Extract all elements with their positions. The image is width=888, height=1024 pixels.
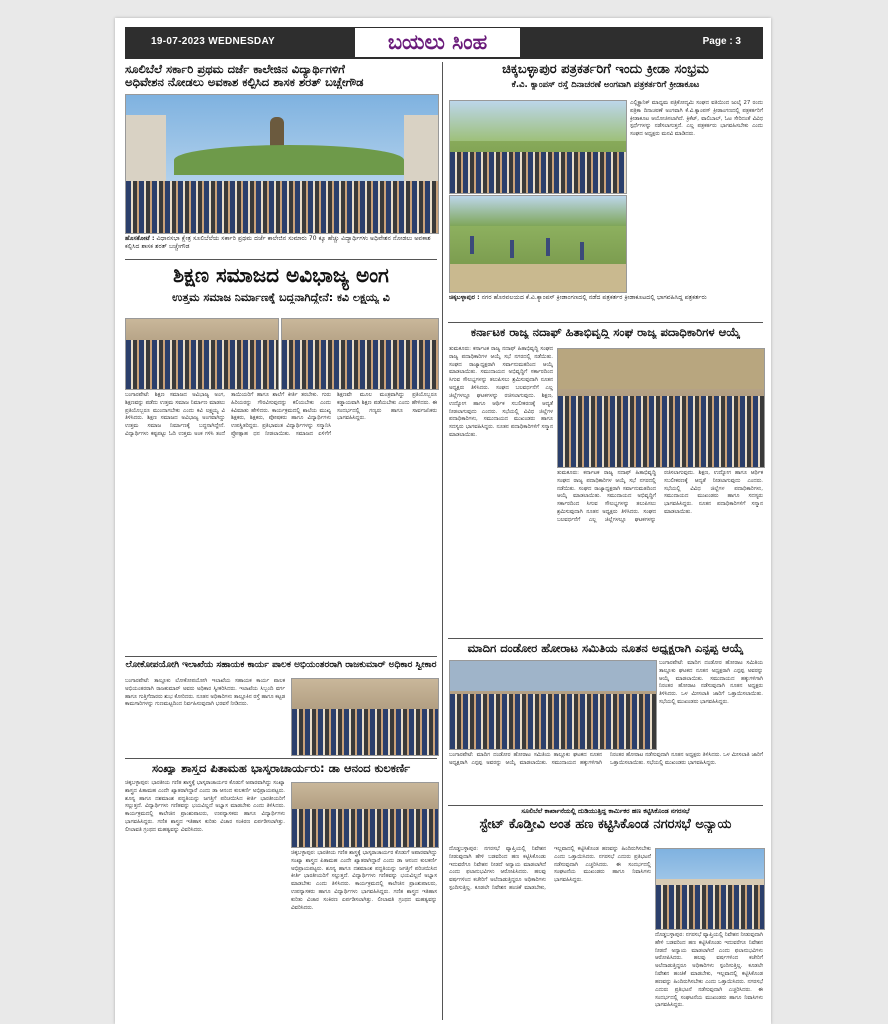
right-story2-body-cont: ತುಮಕೂರು: ಕರ್ನಾಟಕ ರಾಜ್ಯ ನದಾಫ್ ಹಿತಾಭಿವೃದ್ಧಿ ಸಂಘದ ರಾಜ್ಯ ಪದಾಧಿಕಾರಿಗಳ ಆಯ್ಕೆ ಸಭೆ ನಗರದಲ್ಲಿ ನಡೆಯಿತು. ಸಂಘದ ರಾಜ್ಯಾಧ್ಯಕ್ಷರಾಗಿ ಸರ್ವಾನುಮತದಿಂದ ಆಯ್ಕೆ ಮಾಡಲಾಯಿತು. ಸಮುದಾಯದ ಅಭಿವೃದ್ಧಿಗೆ ಸರ್ಕಾರದಿಂದ ಸಿಗುವ ಸೌಲಭ್ಯಗಳನ್ನು ತಲುಪಿಸಲು ಶ್ರಮಿಸುವುದಾಗಿ ನೂತನ ಅಧ್ಯಕ್ಷರು ತಿಳಿಸಿದರು. ಸಂಘದ ಬಲವರ್ಧನೆಗೆ ಎಲ್ಲ ಜಿಲ್ಲೆಗಳಲ್ಲೂ ಘಟಕಗಳನ್ನು ರಚಿಸಲಾಗುವುದು. ಶಿಕ್ಷಣ, ಉದ್ಯೋಗ ಹಾಗೂ ಆರ್ಥಿಕ ಸಬಲೀಕರಣಕ್ಕೆ ಆದ್ಯತೆ ನೀಡಲಾಗುವುದು ಎಂದರು. ಸಭೆಯಲ್ಲಿ ವಿವಿಧ ಜಿಲ್ಲೆಗಳ ಪದಾಧಿಕಾರಿಗಳು, ಸಮುದಾಯದ ಮುಖಂಡರು ಹಾಗೂ ಸದಸ್ಯರು ಭಾಗವಹಿಸಿದ್ದರು. ನೂತನ ಪದಾಧಿಕಾರಿಗಳಿಗೆ ಸನ್ಮಾನ ಮಾಡಲಾಯಿತು. <box>557 470 763 523</box>
left-story2-photo-1 <box>125 318 279 390</box>
left-story4-photo <box>291 782 439 848</box>
right-story1-caption-lead: ಚಿಕ್ಕಬಳ್ಳಾಪುರ : <box>449 294 480 301</box>
left-story2-heading <box>125 264 437 304</box>
issue-date: 19-07-2023 WEDNESDAY <box>151 36 276 47</box>
right-story4-photo <box>655 848 765 930</box>
rule <box>448 322 763 323</box>
left-story3-photo <box>291 678 439 756</box>
page-number: Page : 3 <box>702 36 741 47</box>
right-story2-body: ತುಮಕೂರು: ಕರ್ನಾಟಕ ರಾಜ್ಯ ನದಾಫ್ ಹಿತಾಭಿವೃದ್ಧಿ ಸಂಘದ ರಾಜ್ಯ ಪದಾಧಿಕಾರಿಗಳ ಆಯ್ಕೆ ಸಭೆ ನಗರದಲ್ಲಿ ನಡೆಯಿತು. ಸಂಘದ ರಾಜ್ಯಾಧ್ಯಕ್ಷರಾಗಿ ಸರ್ವಾನುಮತದಿಂದ ಆಯ್ಕೆ ಮಾಡಲಾಯಿತು. ಸಮುದಾಯದ ಅಭಿವೃದ್ಧಿಗೆ ಸರ್ಕಾರದಿಂದ ಸಿಗುವ ಸೌಲಭ್ಯಗಳನ್ನು ತಲುಪಿಸಲು ಶ್ರಮಿಸುವುದಾಗಿ ನೂತನ ಅಧ್ಯಕ್ಷರು ತಿಳಿಸಿದರು. ಸಂಘದ ಬಲವರ್ಧನೆಗೆ ಎಲ್ಲ ಜಿಲ್ಲೆಗಳಲ್ಲೂ ಘಟಕಗಳನ್ನು ರಚಿಸಲಾಗುವುದು. ಶಿಕ್ಷಣ, ಉದ್ಯೋಗ ಹಾಗೂ ಆರ್ಥಿಕ ಸಬಲೀಕರಣಕ್ಕೆ ಆದ್ಯತೆ ನೀಡಲಾಗುವುದು ಎಂದರು. ಸಭೆಯಲ್ಲಿ ವಿವಿಧ ಜಿಲ್ಲೆಗಳ ಪದಾಧಿಕಾರಿಗಳು, ಸಮುದಾಯದ ಮುಖಂಡರು ಹಾಗೂ ಸದಸ್ಯರು ಭಾಗವಹಿಸಿದ್ದರು. ನೂತನ ಪದಾಧಿಕಾರಿಗಳಿಗೆ ಸನ್ಮಾನ ಮಾಡಲಾಯಿತು. <box>449 346 553 439</box>
left-story4-heading <box>125 762 437 775</box>
left-story2-photo-2 <box>281 318 439 390</box>
newspaper-name: ಬಯಲು ಸಿಂಹ <box>355 28 520 57</box>
left-story1-caption-text: ವಿಧಾನಸಭಾ ಕ್ಷೇತ್ರ ಸೂಲಿಬೆಲೆಯ ಸರ್ಕಾರಿ ಪ್ರಥಮ ದರ್ಜೆ ಕಾಲೇಜಿನ ಸುಮಾರು 70 ಕ್ಕೂ ಹೆಚ್ಚು ವಿದ್ಯಾರ್ಥಿಗಳು ಅಧಿವೇಶನ ನೋಡಲು ಅವಕಾಶ ಕಲ್ಪಿಸಿದ ಶಾಸಕ ಶರತ್ ಬಚ್ಚೇಗೌಡ <box>125 235 431 251</box>
rule <box>448 638 763 639</box>
right-story1-photo-1 <box>449 100 627 194</box>
right-story4-heading <box>448 808 763 833</box>
left-story1-caption <box>125 235 437 257</box>
right-story4-body-cont: ದೊಡ್ಡಬಳ್ಳಾಪುರ: ನಗರಸಭೆ ವ್ಯಾಪ್ತಿಯಲ್ಲಿ ನಿವೇಶನ ನೀಡುವುದಾಗಿ ಹೇಳಿ ಬಡವರಿಂದ ಹಣ ಕಟ್ಟಿಸಿಕೊಂಡು ಇದುವರೆಗೂ ನಿವೇಶನ ನೀಡದೆ ಅನ್ಯಾಯ ಮಾಡಲಾಗಿದೆ ಎಂದು ಫಲಾನುಭವಿಗಳು ಆರೋಪಿಸಿದರು. ಹಲವು ವರ್ಷಗಳಿಂದ ಕಚೇರಿಗೆ ಅಲೆದಾಡುತ್ತಿದ್ದರೂ ಅಧಿಕಾರಿಗಳು ಸ್ಪಂದಿಸುತ್ತಿಲ್ಲ. ಕೂಡಲೇ ನಿವೇಶನ ಹಂಚಿಕೆ ಮಾಡಬೇಕು, ಇಲ್ಲವಾದಲ್ಲಿ ಕಟ್ಟಿಸಿಕೊಂಡ ಹಣವನ್ನು ಹಿಂದಿರುಗಿಸಬೇಕು ಎಂದು ಒತ್ತಾಯಿಸಿದರು. ನಗರಸಭೆ ಎದುರು ಪ್ರತಿಭಟನೆ ನಡೆಸುವುದಾಗಿ ಎಚ್ಚರಿಸಿದರು. ಈ ಸಂದರ್ಭದಲ್ಲಿ ಸಂಘಟನೆಯ ಮುಖಂಡರು ಹಾಗೂ ನಿವಾಸಿಗಳು ಭಾಗವಹಿಸಿದ್ದರು. <box>655 932 763 1009</box>
left-story1-caption-lead: ಹೊಸಕೋಟೆ : <box>125 235 155 242</box>
right-story4-headline: ಸ್ಟೇಟ್ ಕೊಡ್ತೀವಿ ಅಂತ ಹಣ ಕಟ್ಟಿಸಿಕೊಂಡ ನಗರಸಭೆ ಅನ್ಯಾಯ <box>479 816 732 832</box>
right-story1-caption <box>449 294 763 320</box>
left-story2-subheadline: ಉತ್ತಮ ಸಮಾಜ ನಿರ್ಮಾಣಕ್ಕೆ ಬದ್ಧನಾಗಿದ್ದೇನೆ: ಕವಿ ಲಕ್ಷ್ಮಯ್ಯ ವಿ <box>172 291 390 304</box>
right-story2-headline: ಕರ್ನಾಟಕ ರಾಜ್ಯ ನದಾಫ್ ಹಿತಾಭಿವೃದ್ಧಿ ಸಂಘ ರಾಜ್ಯ ಪದಾಧಿಕಾರಿಗಳ ಆಯ್ಕೆ <box>470 326 741 339</box>
left-story3-body: ಬಂಗಾರಪೇಟೆ: ತಾಲ್ಲೂಕು ಲೋಕೋಪಯೋಗಿ ಇಲಾಖೆಯ ಸಹಾಯಕ ಕಾರ್ಯ ಪಾಲಕ ಅಭಿಯಂತರರಾಗಿ ರಾಜಕುಮಾರ್ ಅವರು ಅಧಿಕಾರ ಸ್ವೀಕರಿಸಿದರು. ಇಲಾಖೆಯ ಸಿಬ್ಬಂದಿ ವರ್ಗ ಹಾಗೂ ಗುತ್ತಿಗೆದಾರರು ಶುಭ ಕೋರಿದರು. ನೂತನ ಅಧಿಕಾರಿಗಳು ತಾಲ್ಲೂಕಿನ ರಸ್ತೆ ಹಾಗೂ ಕಟ್ಟಡ ಕಾಮಗಾರಿಗಳನ್ನು ಗುಣಮಟ್ಟದಿಂದ ನಿರ್ವಹಿಸುವುದಾಗಿ ಭರವಸೆ ನೀಡಿದರು. <box>125 678 285 708</box>
left-story1-headline-line2: ಅಧಿವೇಶನ ನೋಡಲು ಅವಕಾಶ ಕಲ್ಪಿಸಿದ ಶಾಸಕ ಶರತ್ ಬಚ್ಚೇಗೌಡ <box>125 75 364 90</box>
right-story3-photo <box>449 660 657 750</box>
right-story4-kicker: ಸೂಲಿಬೆಲೆ ಕಾರ್ಖಾನೆಯಲ್ಲಿ ದುಡಿಯುತ್ತಿದ್ದ ಕಾರ್ಮಿಕರ ಹಣ ಕಟ್ಟಿಸಿಕೊಂಡ ನಗರಸಭೆ <box>521 808 690 815</box>
rule <box>125 758 437 759</box>
rule <box>448 805 763 806</box>
left-story2-body: ಬಂಗಾರಪೇಟೆ: ಶಿಕ್ಷಣ ಸಮಾಜದ ಅವಿಭಾಜ್ಯ ಅಂಗ, ಶಿಕ್ಷಣವನ್ನು ಪಡೆದು ಉತ್ತಮ ಸಮಾಜ ನಿರ್ಮಾಣ ಮಾಡಲು ಪ್ರತಿಯೊಬ್ಬರೂ ಮುಂದಾಗಬೇಕು ಎಂದು ಕವಿ ಲಕ್ಷ್ಮಯ್ಯ ವಿ ತಿಳಿಸಿದರು. ಶಿಕ್ಷಣ ಸಮಾಜದ ಅವಿಭಾಜ್ಯ ಅಂಗವಾಗಿದ್ದು ಉತ್ತಮ ಸಮಾಜ ನಿರ್ಮಾಣಕ್ಕೆ ಬದ್ಧನಾಗಿದ್ದೇನೆ. ವಿದ್ಯಾರ್ಥಿಗಳು ಕಷ್ಟಪಟ್ಟು ಓದಿ ಉತ್ತಮ ಅಂಕ ಗಳಿಸಿ ತಂದೆ ತಾಯಿಯರಿಗೆ ಹಾಗೂ ಶಾಲೆಗೆ ಕೀರ್ತಿ ತರಬೇಕು. ಗುರು ಹಿರಿಯರನ್ನು ಗೌರವಿಸುವುದನ್ನು ಕಲಿಯಬೇಕು ಎಂದು ಕಿವಿಮಾತು ಹೇಳಿದರು. ಕಾರ್ಯಕ್ರಮದಲ್ಲಿ ಶಾಲೆಯ ಮುಖ್ಯ ಶಿಕ್ಷಕರು, ಶಿಕ್ಷಕರು, ಪೋಷಕರು ಹಾಗೂ ವಿದ್ಯಾರ್ಥಿಗಳು ಉಪಸ್ಥಿತರಿದ್ದರು. ಪ್ರತಿಭಾವಂತ ವಿದ್ಯಾರ್ಥಿಗಳನ್ನು ಸನ್ಮಾನಿಸಿ ಪ್ರೋತ್ಸಾಹ ಧನ ನೀಡಲಾಯಿತು. ಸಮಾಜದ ಏಳಿಗೆಗೆ ಶಿಕ್ಷಣವೇ ಮೂಲ ಮಂತ್ರವಾಗಿದ್ದು ಪ್ರತಿಯೊಬ್ಬರೂ ಕಡ್ಡಾಯವಾಗಿ ಶಿಕ್ಷಣ ಪಡೆಯಬೇಕು ಎಂದು ಹೇಳಿದರು. ಈ ಸಂದರ್ಭದಲ್ಲಿ ಗಣ್ಯರು ಹಾಗೂ ಸಾರ್ವಜನಿಕರು ಭಾಗವಹಿಸಿದ್ದರು. <box>125 392 437 438</box>
right-story3-heading <box>448 642 763 655</box>
right-story1-headline: ಚಿಕ್ಕಬಳ್ಳಾಪುರ ಪತ್ರಕರ್ತರಿಗೆ ಇಂದು ಕ್ರೀಡಾ ಸಂಭ್ರಮ <box>502 63 709 77</box>
masthead <box>125 27 763 59</box>
newspaper-page <box>115 18 771 1024</box>
right-story1-caption-text: ನಗರ ಹೊರವಲಯದ ಕೆ.ವಿ.ಕ್ಯಾಂಪಸ್ ಕ್ರೀಡಾಂಗಣದಲ್ಲಿ ನಡೆದ ಪತ್ರಕರ್ತರ ಕ್ರೀಡಾಕೂಟದಲ್ಲಿ ಭಾಗವಹಿಸಿದ್ದ ಪತ್ರಕರ್ತರು <box>481 294 707 301</box>
right-story1-body: ಎಲ್ಲಿಕ್ಟ್ರಾನಿಕ್ ಮಾಧ್ಯಮ ಪತ್ರಿಕೋದ್ಯಮಿ ಸಂಘದ ವತಿಯಿಂದ ಜುಲೈ 27 ರಂದು ಪತ್ರಿಕಾ ದಿನಾಚರಣೆ ಅಂಗವಾಗಿ ಕೆ.ವಿ.ಕ್ಯಾಂಪಸ್ ಕ್ರೀಡಾಂಗಣದಲ್ಲಿ ಪತ್ರಕರ್ತರಿಗೆ ಕ್ರೀಡಾಕೂಟ ಆಯೋಜಿಸಲಾಗಿದೆ. ಕ್ರಿಕೆಟ್, ವಾಲಿಬಾಲ್, ಓಟ ಸೇರಿದಂತೆ ವಿವಿಧ ಸ್ಪರ್ಧೆಗಳನ್ನು ನಡೆಸಲಾಗುತ್ತದೆ. ಎಲ್ಲ ಪತ್ರಕರ್ತರು ಭಾಗವಹಿಸಬೇಕು ಎಂದು ಸಂಘದ ಅಧ್ಯಕ್ಷರು ಮನವಿ ಮಾಡಿದರು. <box>630 100 763 138</box>
column-divider <box>442 62 443 1020</box>
left-story2-headline: ಶಿಕ್ಷಣ ಸಮಾಜದ ಅವಿಭಾಜ್ಯ ಅಂಗ <box>173 264 389 287</box>
rule <box>125 656 437 657</box>
right-story2-photo <box>557 348 765 468</box>
right-story1-subheadline: ಕೆ.ವಿ. ಕ್ಯಾಂಪಸ್ ರಸ್ತೆ ದಿನಾಚರಣೆ ಅಂಗವಾಗಿ ಪತ್ರಕರ್ತರಿಗೆ ಕ್ರೀಡಾಕೂಟ <box>511 79 700 90</box>
left-story4-headline: ಸಂಖ್ಯಾ ಶಾಸ್ತ್ರದ ಪಿತಾಮಹ ಭಾಸ್ಕರಾಚಾರ್ಯರು: ಡಾ ಆನಂದ ಕುಲಕರ್ಣಿ <box>151 762 411 775</box>
left-story3-heading <box>125 660 437 670</box>
left-story4-body-cont: ಚಿಕ್ಕಬಳ್ಳಾಪುರ: ಭಾರತೀಯ ಗಣಿತ ಶಾಸ್ತ್ರಕ್ಕೆ ಭಾಸ್ಕರಾಚಾರ್ಯರ ಕೊಡುಗೆ ಅಪಾರವಾಗಿದ್ದು ಸಂಖ್ಯಾ ಶಾಸ್ತ್ರದ ಪಿತಾಮಹ ಎಂದೇ ಖ್ಯಾತರಾಗಿದ್ದಾರೆ ಎಂದು ಡಾ ಆನಂದ ಕುಲಕರ್ಣಿ ಅಭಿಪ್ರಾಯಪಟ್ಟರು. ಶೂನ್ಯ ಹಾಗೂ ದಶಮಾಂಶ ಪದ್ಧತಿಯನ್ನು ಜಗತ್ತಿಗೆ ಪರಿಚಯಿಸಿದ ಕೀರ್ತಿ ಭಾರತೀಯರಿಗೆ ಸಲ್ಲುತ್ತದೆ. ವಿದ್ಯಾರ್ಥಿಗಳು ಗಣಿತವನ್ನು ಭಯವಿಲ್ಲದೆ ಅಭ್ಯಾಸ ಮಾಡಬೇಕು ಎಂದು ತಿಳಿಸಿದರು. ಕಾರ್ಯಕ್ರಮದಲ್ಲಿ ಕಾಲೇಜಿನ ಪ್ರಾಂಶುಪಾಲರು, ಉಪನ್ಯಾಸಕರು ಹಾಗೂ ವಿದ್ಯಾರ್ಥಿಗಳು ಭಾಗವಹಿಸಿದ್ದರು. ಗಣಿತ ಶಾಸ್ತ್ರದ ಇತಿಹಾಸ ಕುರಿತು ವಿಚಾರ ಸಂಕಿರಣ ಏರ್ಪಡಿಸಲಾಗಿತ್ತು. ಲೀಲಾವತಿ ಗ್ರಂಥದ ಮಹತ್ವವನ್ನು ವಿವರಿಸಿದರು. <box>291 850 437 911</box>
left-story4-body: ಚಿಕ್ಕಬಳ್ಳಾಪುರ: ಭಾರತೀಯ ಗಣಿತ ಶಾಸ್ತ್ರಕ್ಕೆ ಭಾಸ್ಕರಾಚಾರ್ಯರ ಕೊಡುಗೆ ಅಪಾರವಾಗಿದ್ದು ಸಂಖ್ಯಾ ಶಾಸ್ತ್ರದ ಪಿತಾಮಹ ಎಂದೇ ಖ್ಯಾತರಾಗಿದ್ದಾರೆ ಎಂದು ಡಾ ಆನಂದ ಕುಲಕರ್ಣಿ ಅಭಿಪ್ರಾಯಪಟ್ಟರು. ಶೂನ್ಯ ಹಾಗೂ ದಶಮಾಂಶ ಪದ್ಧತಿಯನ್ನು ಜಗತ್ತಿಗೆ ಪರಿಚಯಿಸಿದ ಕೀರ್ತಿ ಭಾರತೀಯರಿಗೆ ಸಲ್ಲುತ್ತದೆ. ವಿದ್ಯಾರ್ಥಿಗಳು ಗಣಿತವನ್ನು ಭಯವಿಲ್ಲದೆ ಅಭ್ಯಾಸ ಮಾಡಬೇಕು ಎಂದು ತಿಳಿಸಿದರು. ಕಾರ್ಯಕ್ರಮದಲ್ಲಿ ಕಾಲೇಜಿನ ಪ್ರಾಂಶುಪಾಲರು, ಉಪನ್ಯಾಸಕರು ಹಾಗೂ ವಿದ್ಯಾರ್ಥಿಗಳು ಭಾಗವಹಿಸಿದ್ದರು. ಗಣಿತ ಶಾಸ್ತ್ರದ ಇತಿಹಾಸ ಕುರಿತು ವಿಚಾರ ಸಂಕಿರಣ ಏರ್ಪಡಿಸಲಾಗಿತ್ತು. ಲೀಲಾವತಿ ಗ್ರಂಥದ ಮಹತ್ವವನ್ನು ವಿವರಿಸಿದರು. <box>125 780 285 833</box>
left-story1-photo <box>125 94 439 234</box>
left-story1-headline-line1: ಸೂಲಿಬೆಲೆ ಸರ್ಕಾರಿ ಪ್ರಥಮ ದರ್ಜೆ ಕಾಲೇಜಿನ ವಿದ್ಯಾರ್ಥಿಗಳಿಗೆ <box>125 63 345 76</box>
right-story1-photo-2 <box>449 195 627 293</box>
left-story3-headline: ಲೋಕೋಪಯೋಗಿ ಇಲಾಖೆಯ ಸಹಾಯಕ ಕಾರ್ಯ ಪಾಲಕ ಅಭಿಯಂತರರಾಗಿ ರಾಜಕುಮಾರ್ ಅಧಿಕಾರ ಸ್ವೀಕಾರ <box>125 660 437 670</box>
right-story3-headline: ಮಾದಿಗ ದಂಡೋರ ಹೋರಾಟ ಸಮಿತಿಯ ನೂತನ ಅಧ್ಯಕ್ಷರಾಗಿ ಎನ್ಪಪ್ಪ ಆಯ್ಕೆ <box>467 642 744 655</box>
right-story3-body-cont: ಬಂಗಾರಪೇಟೆ: ಮಾದಿಗ ದಂಡೋರ ಹೋರಾಟ ಸಮಿತಿಯ ತಾಲ್ಲೂಕು ಘಟಕದ ನೂತನ ಅಧ್ಯಕ್ಷರಾಗಿ ಎನ್ಪಪ್ಪ ಅವರನ್ನು ಆಯ್ಕೆ ಮಾಡಲಾಯಿತು. ಸಮುದಾಯದ ಹಕ್ಕುಗಳಿಗಾಗಿ ನಿರಂತರ ಹೋರಾಟ ನಡೆಸುವುದಾಗಿ ನೂತನ ಅಧ್ಯಕ್ಷರು ತಿಳಿಸಿದರು. ಒಳ ಮೀಸಲಾತಿ ಜಾರಿಗೆ ಒತ್ತಾಯಿಸಲಾಯಿತು. ಸಭೆಯಲ್ಲಿ ಮುಖಂಡರು ಭಾಗವಹಿಸಿದ್ದರು. <box>449 752 763 766</box>
left-story1-headline <box>125 63 437 89</box>
right-story4-body: ದೊಡ್ಡಬಳ್ಳಾಪುರ: ನಗರಸಭೆ ವ್ಯಾಪ್ತಿಯಲ್ಲಿ ನಿವೇಶನ ನೀಡುವುದಾಗಿ ಹೇಳಿ ಬಡವರಿಂದ ಹಣ ಕಟ್ಟಿಸಿಕೊಂಡು ಇದುವರೆಗೂ ನಿವೇಶನ ನೀಡದೆ ಅನ್ಯಾಯ ಮಾಡಲಾಗಿದೆ ಎಂದು ಫಲಾನುಭವಿಗಳು ಆರೋಪಿಸಿದರು. ಹಲವು ವರ್ಷಗಳಿಂದ ಕಚೇರಿಗೆ ಅಲೆದಾಡುತ್ತಿದ್ದರೂ ಅಧಿಕಾರಿಗಳು ಸ್ಪಂದಿಸುತ್ತಿಲ್ಲ. ಕೂಡಲೇ ನಿವೇಶನ ಹಂಚಿಕೆ ಮಾಡಬೇಕು, ಇಲ್ಲವಾದಲ್ಲಿ ಕಟ್ಟಿಸಿಕೊಂಡ ಹಣವನ್ನು ಹಿಂದಿರುಗಿಸಬೇಕು ಎಂದು ಒತ್ತಾಯಿಸಿದರು. ನಗರಸಭೆ ಎದುರು ಪ್ರತಿಭಟನೆ ನಡೆಸುವುದಾಗಿ ಎಚ್ಚರಿಸಿದರು. ಈ ಸಂದರ್ಭದಲ್ಲಿ ಸಂಘಟನೆಯ ಮುಖಂಡರು ಹಾಗೂ ನಿವಾಸಿಗಳು ಭಾಗವಹಿಸಿದ್ದರು. <box>449 846 651 892</box>
right-story2-heading <box>448 326 763 339</box>
right-story3-body: ಬಂಗಾರಪೇಟೆ: ಮಾದಿಗ ದಂಡೋರ ಹೋರಾಟ ಸಮಿತಿಯ ತಾಲ್ಲೂಕು ಘಟಕದ ನೂತನ ಅಧ್ಯಕ್ಷರಾಗಿ ಎನ್ಪಪ್ಪ ಅವರನ್ನು ಆಯ್ಕೆ ಮಾಡಲಾಯಿತು. ಸಮುದಾಯದ ಹಕ್ಕುಗಳಿಗಾಗಿ ನಿರಂತರ ಹೋರಾಟ ನಡೆಸುವುದಾಗಿ ನೂತನ ಅಧ್ಯಕ್ಷರು ತಿಳಿಸಿದರು. ಒಳ ಮೀಸಲಾತಿ ಜಾರಿಗೆ ಒತ್ತಾಯಿಸಲಾಯಿತು. ಸಭೆಯಲ್ಲಿ ಮುಖಂಡರು ಭಾಗವಹಿಸಿದ್ದರು. <box>659 660 763 706</box>
rule <box>125 259 437 260</box>
right-story1-heading <box>448 63 763 90</box>
